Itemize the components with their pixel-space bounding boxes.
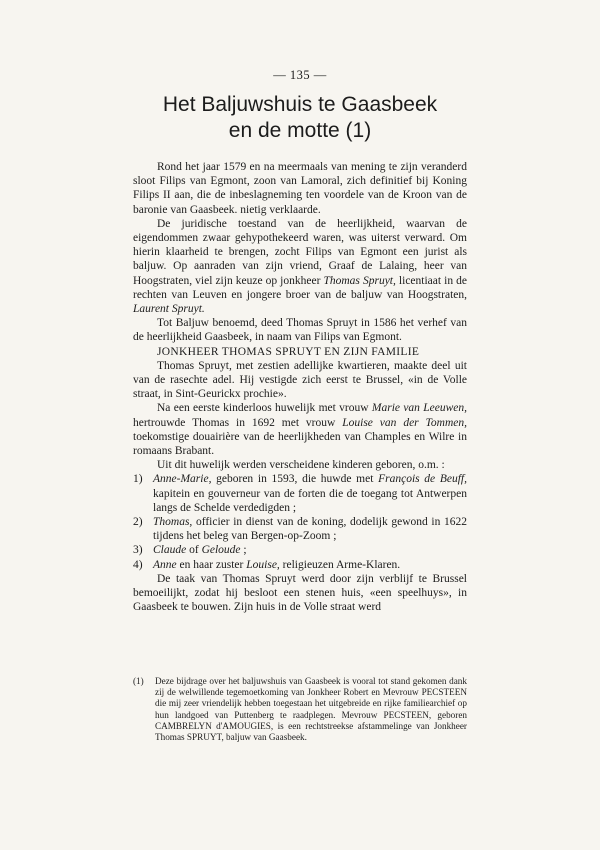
paragraph-2-text-a: De juridische toestand van de heerlijkheid, waarvan de eigendommen zwaar gehypothekeerd waren, was uiterst verward. Om hierin klaarheid te brengen, zocht Filips van Egmont een jurist als baljuw. Op aanraden van zijn vriend, Graaf de Lalaing, heer van Hoogstraten, viel zijn keuze op jonkheer <box>133 217 467 287</box>
list-text: geboren in 1593, die huwde met <box>211 473 379 486</box>
child-name: Claude <box>153 544 187 557</box>
title-line-1: Het Baljuwshuis te Gaasbeek <box>162 93 438 116</box>
list-text: ; <box>240 544 247 557</box>
name-laurent-spruyt: Laurent Spruyt. <box>133 303 205 316</box>
paragraph-2 <box>133 217 467 316</box>
list-text: officier in dienst van de koning, dodelijk gewond in 1622 tijdens het beleg van Bergen-op-Zoom ; <box>153 516 467 543</box>
child-name: Anne <box>153 558 177 571</box>
list-item <box>133 558 467 572</box>
paragraph-6: Uit dit huwelijk werden verscheidene kinderen geboren, o.m. : <box>157 459 445 472</box>
footnote-text: Deze bijdrage over het baljuwshuis van Gaasbeek is vooral tot stand gekomen dank zij de welwillende tegemoetkoming van Jonkheer Robert en Mevrouw PECSTEEN die mij zeer vriendelijk hebben toegestaan het uitgebreide en rijke familiearchief op hun landgoed van Puttenberg te raadplegen. Mevrouw PECSTEEN, geboren CAMBRELYN d'AMOUGIES, is een rechtstreekse afstammelinge van Jonkheer Thomas SPRUYT, baljuw van Gaasbeek. <box>155 676 467 743</box>
page-number: — 135 — <box>273 68 327 82</box>
list-item <box>133 543 467 557</box>
list-text: en haar zuster <box>176 558 247 571</box>
section-heading: JONKHEER THOMAS SPRUYT EN ZIJN FAMILIE <box>157 345 420 358</box>
paragraph-5 <box>133 401 467 458</box>
paragraph-4: Thomas Spruyt, met zestien adellijke kwartieren, maakte deel uit van de rasechte adel. Hij vestigde zich eerst te Brussel, «in de Volle straat, in Sint-Geurickx prochie». <box>133 359 467 401</box>
spouse-name: François de Beuff, <box>378 473 467 486</box>
body-text <box>133 160 467 615</box>
paragraph-5-text-b: hertrouwde Thomas in 1692 met vrouw <box>133 416 343 429</box>
name-thomas-spruyt: Thomas Spruyt, <box>323 274 396 287</box>
footnote-marker: (1) <box>133 676 144 686</box>
closing-paragraph: De taak van Thomas Spruyt werd door zijn verblijf te Brussel bemoeilijkt, zodat hij besloot een stenen huis, «een speelhuys», in Gaasbeek te bouwen. Zijn huis in de Volle straat werd <box>133 572 467 614</box>
paragraph-5-text-a: Na een eerste kinderloos huwelijk met vrouw <box>157 402 372 415</box>
page-title <box>0 92 600 144</box>
paragraph-1: Rond het jaar 1579 en na meermaals van mening te zijn veranderd sloot Filips van Egmont, zoon van Lamoral, zich definitief bij Koning Filips II aan, die de inbeslagneming ten voordele van de Kroon van de baronie van Gaasbeek. nietig verklaarde. <box>133 161 467 216</box>
footnote <box>133 676 467 743</box>
list-number: 4) <box>133 558 143 571</box>
list-number: 2) <box>133 516 143 529</box>
title-line-2: en de motte (1) <box>228 119 372 142</box>
name-louise-van-der-tommen: Louise van der Tommen, <box>342 416 467 429</box>
sister-name: Louise, <box>246 558 280 571</box>
child-name: Thomas, <box>153 516 193 529</box>
list-number: 3) <box>133 544 143 557</box>
paragraph-2-text-b: licentiaat in de rechten van Leuven en jongere broer van de baljuw van Hoogstraten, <box>133 274 467 301</box>
paragraph-5-text-c: toekomstige douairière van de heerlijkheden van Champles en Wilre in romaans Brabant. <box>133 430 467 458</box>
list-text: kapitein en gouverneur van de forten die de toegang tot Antwerpen langs de Schelde verdedigden ; <box>153 487 467 514</box>
paragraph-3: Tot Baljuw benoemd, deed Thomas Spruyt in 1586 het verhef van de heerlijkheid Gaasbeek, in naam van Filips van Egmont. <box>133 317 467 344</box>
list-number: 1) <box>133 473 143 486</box>
list-item <box>133 515 467 543</box>
list-text: of <box>186 544 202 557</box>
alias-name: Geloude <box>201 544 241 557</box>
list-text: religieuzen Arme-Klaren. <box>279 558 401 571</box>
name-marie-van-leeuwen: Marie van Leeuwen, <box>371 402 468 415</box>
list-item <box>133 472 467 515</box>
child-name: Anne-Marie, <box>153 473 212 486</box>
children-list <box>133 472 467 571</box>
